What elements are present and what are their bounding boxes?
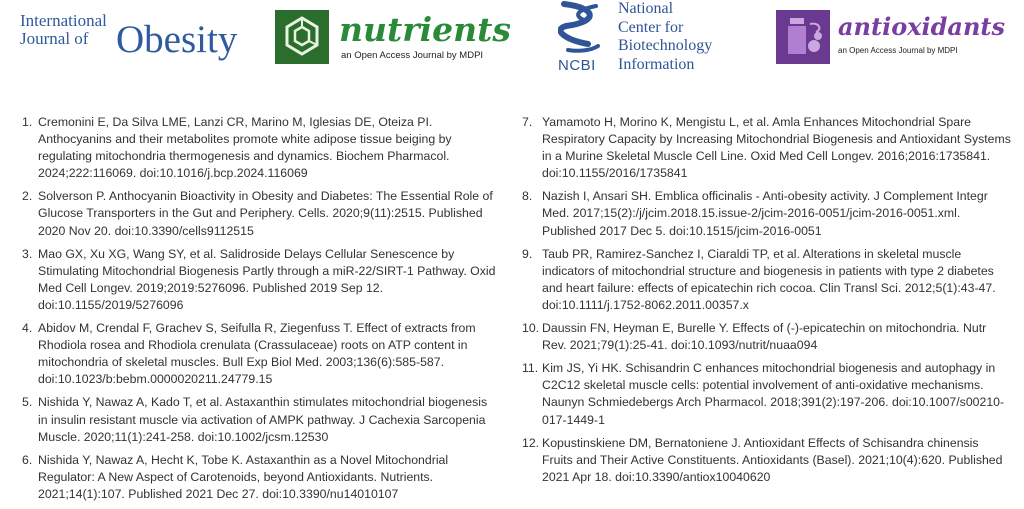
antioxidants-subtitle: an Open Access Journal by MDPI bbox=[838, 46, 958, 55]
antioxidants-logo[interactable] bbox=[776, 10, 1016, 66]
ncbi-line: Center for bbox=[618, 18, 684, 36]
ncbi-fullname bbox=[618, 0, 712, 74]
reference-item bbox=[522, 320, 1012, 354]
ncbi-line: Information bbox=[618, 55, 695, 73]
nutrients-logo[interactable] bbox=[275, 10, 515, 66]
ncbi-logo[interactable] bbox=[558, 0, 758, 78]
ncbi-line: Biotechnology bbox=[618, 37, 713, 54]
reference-item bbox=[522, 435, 1012, 486]
logo-bar bbox=[0, 0, 1024, 80]
reference-number: 10. bbox=[522, 321, 540, 336]
nutrients-subtitle: an Open Access Journal by MDPI bbox=[341, 50, 484, 61]
reference-item bbox=[522, 114, 1012, 182]
reference-text: Nishida Y, Nawaz A, Hecht K, Tobe K. Astaxanthin as a Novel Mitochondrial Regulator: A New Aspect of Carotenoids, beyond Antioxidants. Nutrients. 2021;14(1):107. Published 2021 Dec 27. doi:10.3390/nu14010107 bbox=[38, 452, 449, 501]
ijo-title: Obesity bbox=[116, 18, 238, 61]
reference-text: Mao GX, Xu XG, Wang SY, et al. Salidroside Delays Cellular Senescence by Stimulating Mitochondrial Biogenesis Partly through a miR-22/SIRT-1 Pathway. Oxid Med Cell Longev. 2019;2019:5276096. Published 2019 Sep 12. doi:10.1155/2019/5276096 bbox=[38, 246, 496, 312]
reference-text: Cremonini E, Da Silva LME, Lanzi CR, Marino M, Iglesias DE, Oteiza PI. Anthocyanins and their metabolites promote white adipose tissue beiging by regulating mitochondria thermogenesis and dynamics. Biochem Pharmacol. 2024;222:116069. doi:10.1016/j.bcp.2024.116069 bbox=[38, 115, 452, 181]
antioxidants-emblem-icon bbox=[776, 10, 830, 64]
ijo-line1: International bbox=[20, 11, 107, 30]
reference-item bbox=[522, 188, 1012, 239]
reference-item bbox=[22, 394, 500, 445]
reference-number: 3. bbox=[22, 246, 33, 261]
reference-number: 8. bbox=[522, 189, 533, 204]
reference-text: Nishida Y, Nawaz A, Kado T, et al. Astaxanthin stimulates mitochondrial biogenesis in insulin resistant muscle via activation of AMPK pathway. J Cachexia Sarcopenia Muscle. 2020;11(1):241-258. doi:10.1002/jcsm.12530 bbox=[38, 395, 488, 444]
reference-item bbox=[522, 246, 1012, 314]
reference-item bbox=[22, 320, 500, 388]
reference-list-left bbox=[22, 114, 500, 509]
reference-text: Daussin FN, Heyman E, Burelle Y. Effects of (-)-epicatechin on mitochondria. Nutr Rev. 2021;79(1):25-41. doi:10.1093/nutrit/nuaa094 bbox=[542, 321, 987, 353]
reference-text: Taub PR, Ramirez-Sanchez I, Ciaraldi TP, et al. Alterations in skeletal muscle indicators of mitochondrial structure and biogenesis in patients with type 2 diabetes and heart failure: effects of epicatechin rich cocoa. Clin Transl Sci. 2012;5(1):43-47. doi:10.1111/j.1752-8062.2011.00357.x bbox=[542, 246, 996, 312]
reference-item bbox=[22, 452, 500, 503]
reference-text: Nazish I, Ansari SH. Emblica officinalis - Anti-obesity activity. J Complement Integr Med. 2017;15(2):/j/jcim.2018.15.issue-2/jcim-2016-0051/jcim-2016-0051.xml. Published 2017 Dec 5. doi:10.1515/jcim-2016-0051 bbox=[542, 189, 988, 238]
reference-text: Abidov M, Crendal F, Grachev S, Seifulla R, Ziegenfuss T. Effect of extracts from Rhodiola rosea and Rhodiola crenulata (Crassulaceae) roots on ATP content in mitochondria of skeletal muscles. Bull Exp Biol Med. 2003;136(6):585-587. doi:10.1023/b:bebm.0000020211.24779.15 bbox=[38, 321, 476, 387]
reference-number: 12. bbox=[522, 435, 540, 450]
reference-number: 9. bbox=[522, 246, 533, 261]
reference-number: 5. bbox=[22, 395, 33, 410]
reference-number: 11. bbox=[522, 361, 539, 376]
reference-number: 6. bbox=[22, 452, 33, 467]
reference-number: 1. bbox=[22, 115, 33, 129]
reference-item bbox=[522, 360, 1012, 428]
reference-text: Kim JS, Yi HK. Schisandrin C enhances mitochondrial biogenesis and autophagy in C2C12 skeletal muscle cells: potential involvement of anti-oxidative mechanisms. Naunyn Schmiedebergs Arch Pharmacol. 2018;391(2):197-206. doi:10.1007/s00210-017-1449-1 bbox=[542, 361, 1005, 427]
ncbi-helix-icon bbox=[558, 0, 604, 60]
reference-list-right bbox=[522, 114, 1012, 492]
reference-number: 4. bbox=[22, 321, 33, 336]
reference-item bbox=[22, 246, 500, 314]
ncbi-abbreviation: NCBI bbox=[558, 57, 596, 74]
ncbi-line: National bbox=[618, 0, 674, 17]
reference-number: 2. bbox=[22, 189, 33, 204]
reference-text: Solverson P. Anthocyanin Bioactivity in Obesity and Diabetes: The Essential Role of Glucose Transporters in the Gut and Periphery. Cells. 2020;9(11):2515. Published 2020 Nov 20. doi:10.3390/cells9112515 bbox=[38, 189, 493, 238]
reference-text: Kopustinskiene DM, Bernatoniene J. Antioxidant Effects of Schisandra chinensis Fruits and Their Active Constituents. Antioxidants (Basel). 2021;10(4):620. Published 2021 Apr 18. doi:10.3390/antiox10040620 bbox=[542, 435, 1003, 484]
ijo-line2: Journal of bbox=[20, 29, 89, 48]
reference-text: Yamamoto H, Morino K, Mengistu L, et al. Amla Enhances Mitochondrial Spare Respiratory Capacity by Increasing Mitochondrial Biogenesis and Antioxidant Systems in a Murine Skeletal Muscle Cell Line. Oxid Med Cell Longev. 2016;2016:1735841. doi:10.1155/2016/1735841 bbox=[542, 115, 1011, 181]
reference-number: 7. bbox=[522, 115, 533, 129]
antioxidants-title: antioxidants bbox=[838, 12, 1006, 41]
international-journal-of-obesity-logo[interactable] bbox=[20, 12, 258, 62]
reference-item bbox=[22, 188, 500, 239]
nutrients-emblem-icon bbox=[275, 10, 329, 64]
nutrients-title: nutrients bbox=[339, 10, 511, 49]
reference-item bbox=[22, 114, 500, 182]
